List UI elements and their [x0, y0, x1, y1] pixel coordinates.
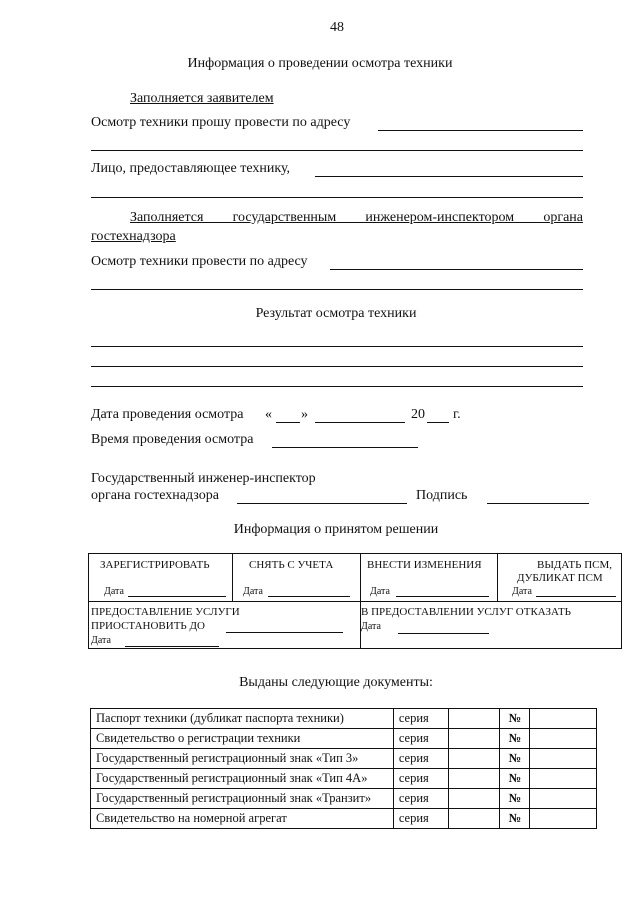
suspend-date-label: Дата: [91, 635, 111, 646]
series-label: серия: [393, 789, 448, 809]
suspend-label-line2: ПРИОСТАНОВИТЬ ДО: [91, 620, 205, 632]
applicant-person-label: Лицо, предоставляющее технику,: [91, 161, 291, 176]
decision-heading: Информация о принятом решении: [233, 522, 439, 537]
issue-psm-label-line2: ДУБЛИКАТ ПСМ: [517, 572, 603, 584]
number-field[interactable]: [530, 769, 597, 789]
register-date-label: Дата: [104, 586, 124, 597]
amend-label: ВНЕСТИ ИЗМЕНЕНИЯ: [367, 559, 482, 571]
amend-date-label: Дата: [370, 586, 390, 597]
series-field[interactable]: [448, 709, 500, 729]
issue-psm-date-field[interactable]: [536, 596, 616, 597]
series-field[interactable]: [448, 729, 500, 749]
inspector-heading-line2: гостехнадзора: [91, 229, 176, 244]
series-label: серия: [393, 809, 448, 829]
suspend-date-field[interactable]: [125, 646, 219, 647]
result-field-line2[interactable]: [91, 366, 583, 367]
inspection-day-field[interactable]: [276, 422, 300, 423]
inspector-address-field[interactable]: [330, 269, 583, 270]
document-name: Государственный регистрационный знак «Тип 3»: [91, 749, 394, 769]
deregister-date-field[interactable]: [268, 596, 350, 597]
inspection-date-label: Дата проведения осмотра: [91, 407, 244, 422]
document-name: Свидетельство о регистрации техники: [91, 729, 394, 749]
number-label: №: [500, 809, 530, 829]
document-name: Государственный регистрационный знак «Тип 4А»: [91, 769, 394, 789]
date-close-quote: »: [301, 407, 308, 422]
table-row: [91, 809, 597, 829]
series-label: серия: [393, 749, 448, 769]
number-field[interactable]: [530, 789, 597, 809]
applicant-person-field[interactable]: [315, 176, 583, 177]
document-name: Паспорт техники (дубликат паспорта техники): [91, 709, 394, 729]
series-label: серия: [393, 709, 448, 729]
inspector-address-label: Осмотр техники провести по адресу: [91, 254, 308, 269]
number-label: №: [500, 709, 530, 729]
date-century: 20: [411, 407, 425, 422]
date-open-quote: «: [265, 407, 272, 422]
result-heading: Результат осмотра техники: [255, 306, 417, 321]
applicant-address-label: Осмотр техники прошу провести по адресу: [91, 115, 351, 130]
amend-date-field[interactable]: [396, 596, 489, 597]
document-name: Свидетельство на номерной агрегат: [91, 809, 394, 829]
refuse-date-label: Дата: [361, 621, 381, 632]
table-row: [91, 769, 597, 789]
refuse-date-field[interactable]: [398, 633, 489, 634]
deregister-date-label: Дата: [243, 586, 263, 597]
series-field[interactable]: [448, 809, 500, 829]
page-title: Информация о проведении осмотра техники: [187, 56, 453, 71]
signature-label: Подпись: [416, 488, 468, 503]
applicant-person-field-line2[interactable]: [91, 197, 583, 198]
series-field[interactable]: [448, 789, 500, 809]
number-field[interactable]: [530, 729, 597, 749]
number-label: №: [500, 769, 530, 789]
page-number: 48: [330, 20, 344, 35]
date-year-suffix: г.: [453, 407, 461, 422]
table-row: [91, 729, 597, 749]
inspection-month-field[interactable]: [315, 422, 405, 423]
inspector-title-line1: Государственный инженер-инспектор: [91, 471, 316, 486]
decision-divider-1: [232, 553, 233, 602]
applicant-heading: Заполняется заявителем: [130, 91, 274, 106]
applicant-address-field-line2[interactable]: [91, 150, 583, 151]
inspection-time-label: Время проведения осмотра: [91, 432, 254, 447]
number-label: №: [500, 729, 530, 749]
issue-psm-label: ВЫДАТЬ ПСМ,: [537, 559, 613, 571]
series-label: серия: [393, 729, 448, 749]
result-field-line3[interactable]: [91, 386, 583, 387]
number-field[interactable]: [530, 709, 597, 729]
result-field-line1[interactable]: [91, 346, 583, 347]
inspection-time-field[interactable]: [272, 447, 418, 448]
number-field[interactable]: [530, 749, 597, 769]
series-field[interactable]: [448, 749, 500, 769]
number-label: №: [500, 749, 530, 769]
number-field[interactable]: [530, 809, 597, 829]
series-field[interactable]: [448, 769, 500, 789]
number-label: №: [500, 789, 530, 809]
refuse-label: В ПРЕДОСТАВЛЕНИИ УСЛУГ ОТКАЗАТЬ: [361, 606, 571, 618]
table-row: [91, 709, 597, 729]
deregister-label: СНЯТЬ С УЧЕТА: [249, 559, 334, 571]
table-row: [91, 749, 597, 769]
series-label: серия: [393, 769, 448, 789]
inspector-heading: Заполняется государственным инженером-инспектором органа: [130, 210, 583, 225]
inspector-name-field[interactable]: [237, 503, 407, 504]
signature-field[interactable]: [487, 503, 589, 504]
suspend-label: ПРЕДОСТАВЛЕНИЕ УСЛУГИ: [91, 606, 240, 618]
documents-table: [90, 708, 597, 829]
table-row: [91, 789, 597, 809]
issue-psm-date-label: Дата: [512, 586, 532, 597]
inspection-year-field[interactable]: [427, 422, 449, 423]
decision-divider-3: [497, 553, 498, 602]
register-label: ЗАРЕГИСТРИРОВАТЬ: [100, 559, 210, 571]
suspend-until-field[interactable]: [226, 632, 343, 633]
applicant-address-field[interactable]: [378, 130, 583, 131]
inspector-title-line2: органа гостехнадзора: [91, 488, 219, 503]
inspector-address-field-line2[interactable]: [91, 289, 583, 290]
document-name: Государственный регистрационный знак «Транзит»: [91, 789, 394, 809]
register-date-field[interactable]: [128, 596, 226, 597]
documents-heading: Выданы следующие документы:: [239, 675, 433, 690]
